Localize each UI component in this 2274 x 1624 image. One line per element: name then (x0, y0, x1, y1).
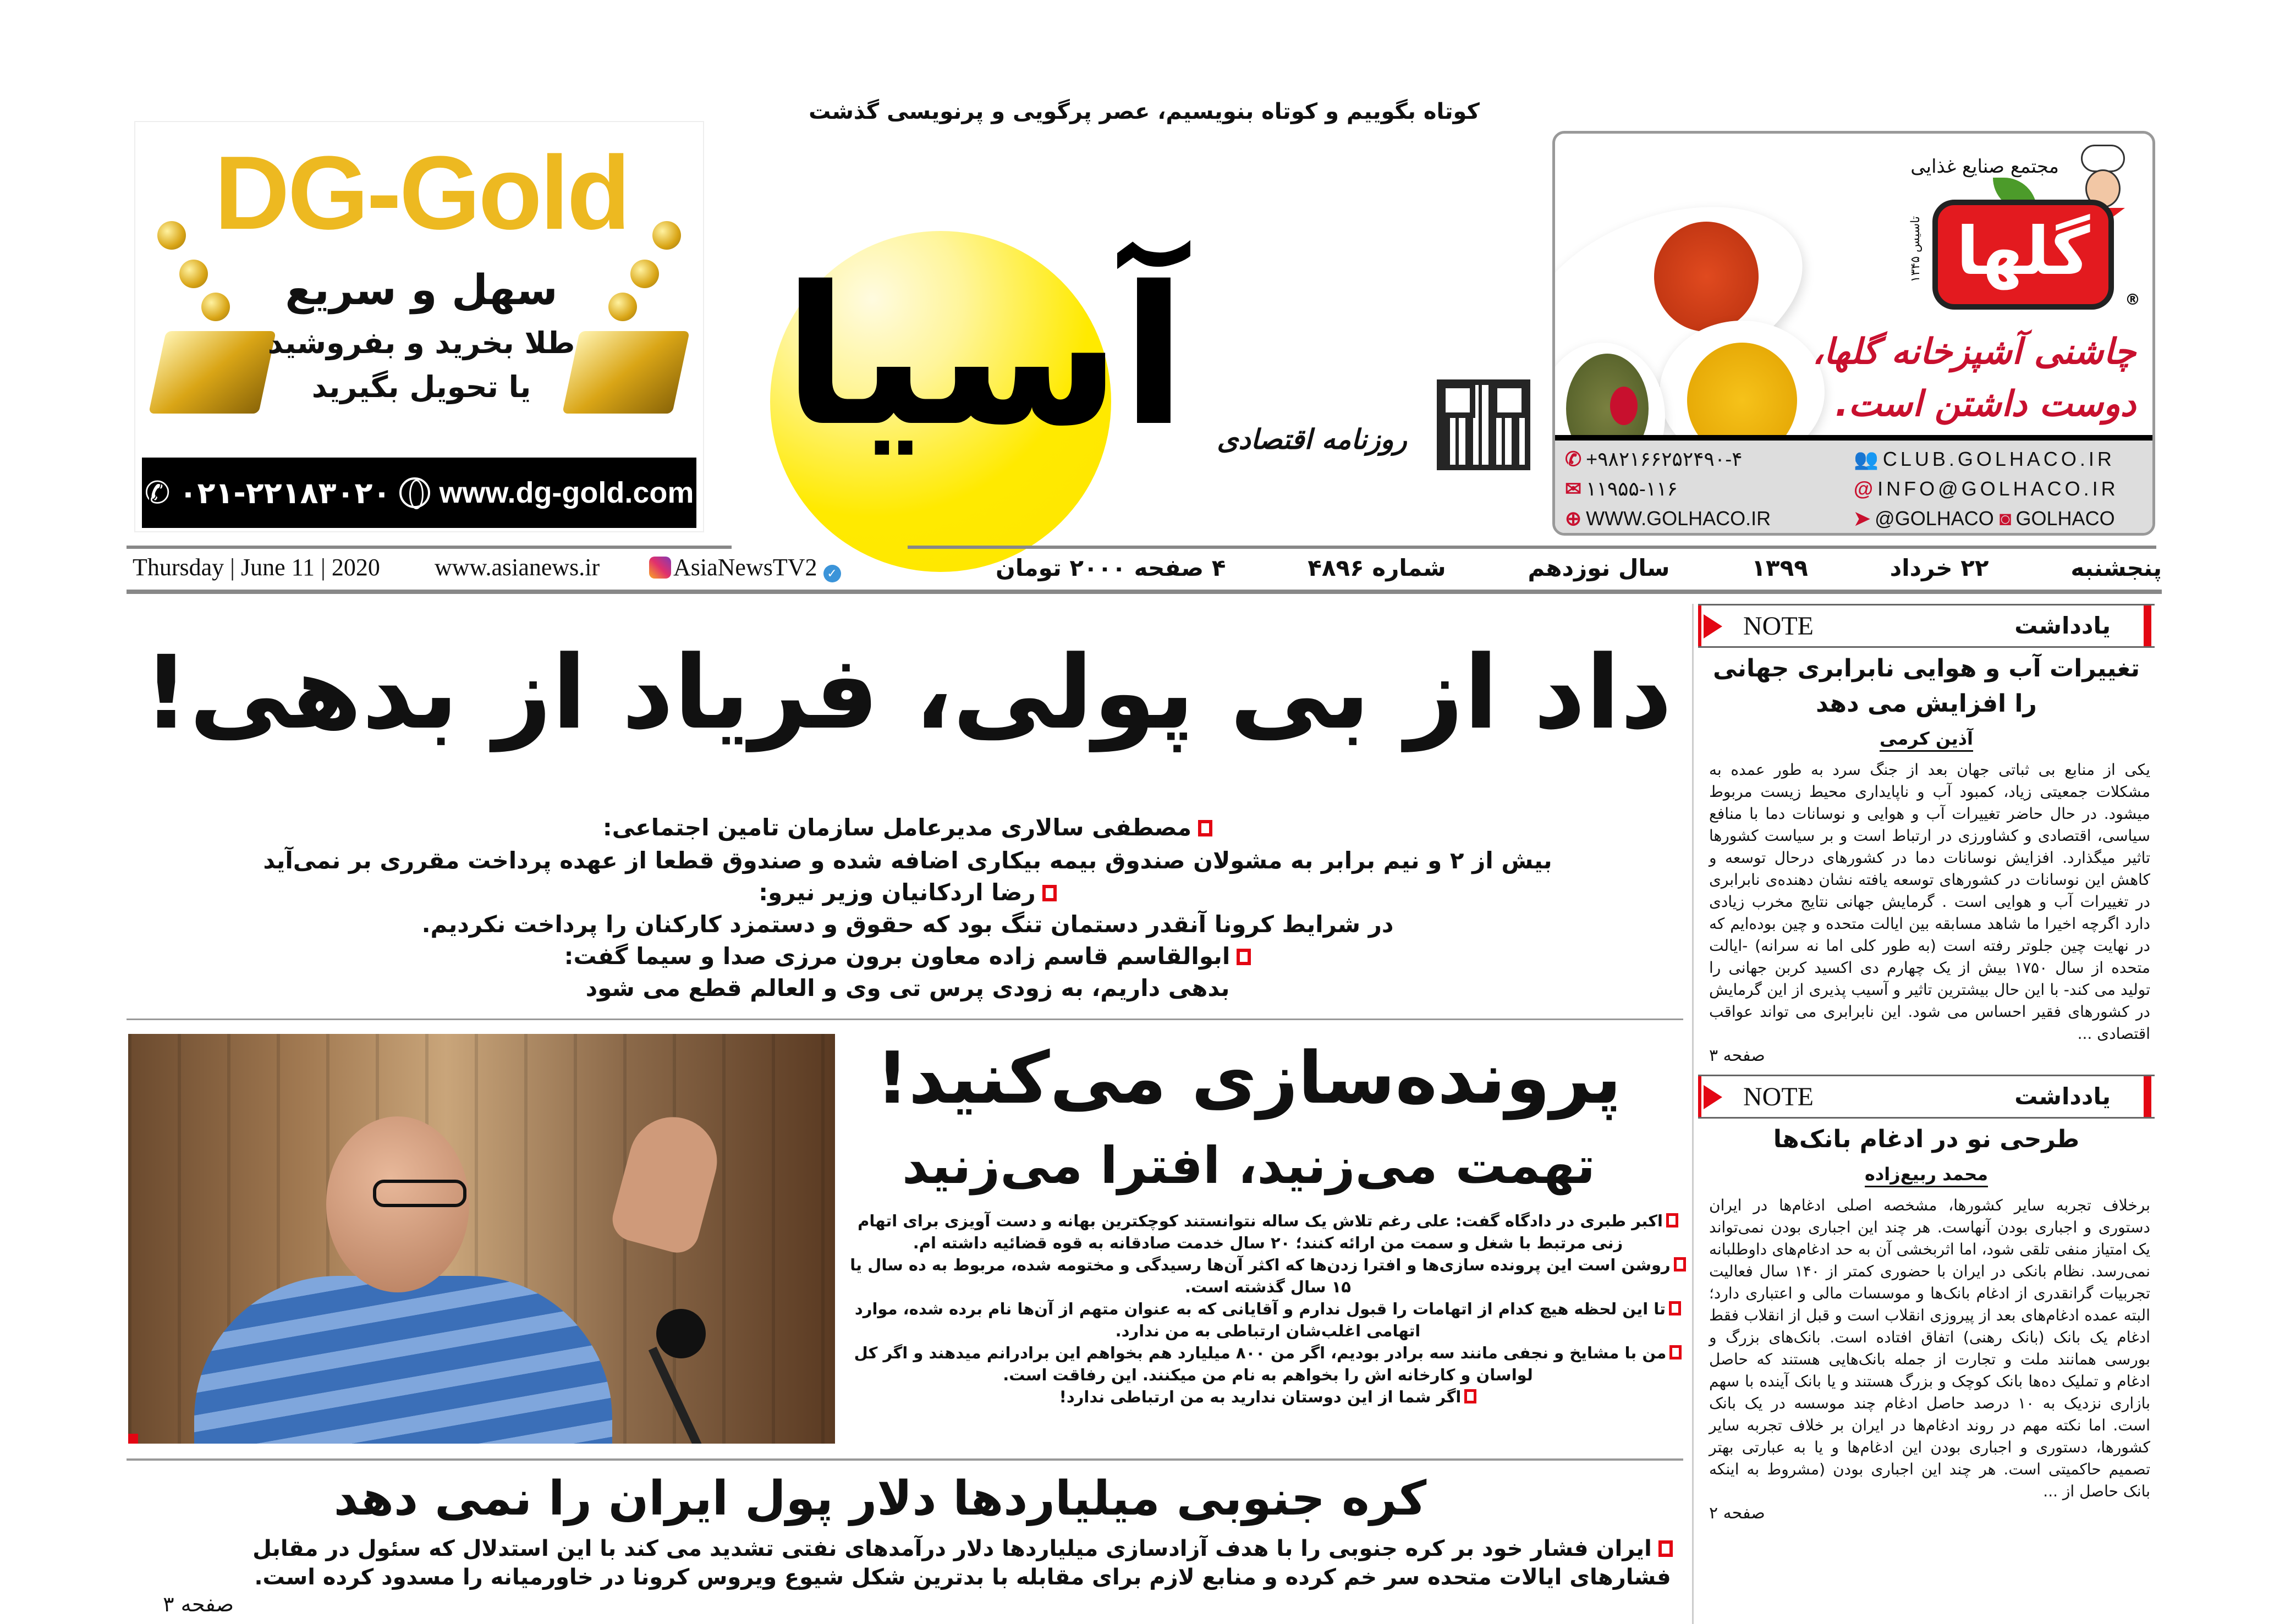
pages-price: ۴ صفحه ۲۰۰۰ تومان (996, 554, 1226, 581)
main-headline[interactable]: داد از بی پولی، فریاد از بدهی! (143, 634, 1672, 752)
bullet-square-icon (1658, 1540, 1673, 1557)
weekday: پنجشنبه (2070, 554, 2162, 581)
volume: سال نوزدهم (1528, 554, 1670, 581)
dg-gold-logo: DG-Gold (214, 135, 629, 251)
website-link[interactable]: www.asianews.ir (435, 554, 600, 581)
bullet-square-icon (1666, 1213, 1678, 1227)
lead-point-text: ابوالقاسم قاسم زاده معاون برون مرزی صدا و سیما گفت: (564, 943, 1231, 970)
golha-advertisement[interactable] (1552, 131, 2155, 536)
ad-tagline-2: دوست داشتن است. (1835, 384, 2136, 425)
court-photo (128, 1034, 835, 1444)
ad-instagram[interactable]: GOLHACO (2015, 507, 2115, 530)
lead-point (138, 943, 1678, 970)
story2-bullet-text: تا این لحظه هیچ کدام از اتهامات را قبول ندارم و آقایانی که به عنوان متهم از آن‌ها نام برده شده، موارد اتهامی اغلب‌شان ارتباطی به من ندارد. (854, 1300, 1666, 1340)
play-triangle-icon (1704, 1085, 1722, 1109)
ad-maker: مجتمع صنایع غذایی (1910, 156, 2059, 178)
page-reference-text: صفحه ۳ (1709, 1046, 1765, 1065)
gold-bar-icon (149, 331, 276, 414)
globe-icon (399, 477, 430, 508)
page-reference[interactable]: صفحه ۳ (163, 1592, 234, 1616)
ad-phone: ۰۲۱-۲۲۱۸۳۰۲۰ (179, 475, 391, 510)
year-persian: ۱۳۹۹ (1751, 554, 1808, 581)
story2-bullet (850, 1386, 1686, 1408)
instagram-link[interactable] (649, 553, 841, 582)
instagram-handle: AsiaNewsTV2 (673, 554, 817, 581)
bullet-square-icon (1042, 885, 1057, 901)
divider (127, 546, 732, 549)
note-label-fa: یادداشت (2014, 612, 2111, 639)
gold-coin-icon (201, 293, 230, 321)
note-body: برخلاف تجربه سایر کشورها، مشخصه اصلی ادغام‌ها در ایران دستوری و اجباری بودن آنهاست. هر چند این اجباری بودن نمی‌تواند یک امتیاز منفی تلقی شود، اما اثربخشی آن به حد ادغام‌های داوطلبانه نمی‌رسد. نظام بانکی در ایران با حضوری کمتر از ۱۴۰ سال فعالیت تجربیات گرانقدری از ادغام بانک‌ها و موسسات مالی و اعتباری دارد؛ البته عمده ادغام‌های بعد از پیروزی انقلاب است و قبل از انقلاب فقط ادغام یک بانک (بانک رهنی) اتفاق افتاده است. بانک‌های بزرگ و بورسی همانند ملت و تجارت از جمله بانک‌هایی هستند که حاصل ادغام و تملیک ده‌ها بانک کوچک و بزرگ هستند و یا بانک آینده با سهم بازاری نزدیک به ۱۰ درصد حاصل ادغام چند موسسه در یک بانک است. اما نکته مهم در روند ادغام‌ها در ایران بر خلاف تجربه سایر کشورها، دستوری و اجباری بودن این ادغام‌ها و یا به عبارتی بهتر تصمیم حاکمیتی است. هر چند این اجباری بودن (مشروط به اینکه بانک حاصل از ... (1709, 1196, 2150, 1500)
gold-coin-icon (157, 221, 186, 250)
note-label-en: NOTE (1743, 612, 1814, 641)
ad-tagline-1: چاشنی آشپزخانه گلها، (1812, 332, 2136, 372)
story2-headline[interactable]: پرونده‌سازی می‌کنید! (876, 1036, 1622, 1120)
gold-coin-icon (179, 260, 208, 288)
divider (127, 1019, 1683, 1020)
ad-line-3: یا تحویل بگیرید (311, 370, 531, 404)
microphone-icon (656, 1309, 706, 1358)
date-persian: ۲۲ خرداد (1889, 554, 1989, 581)
play-triangle-icon (1704, 614, 1722, 638)
story3-body: ایران فشار خود بر کره جنوبی را با هدف آزادسازی میلیاردها دلار درآمدهای نفتی تشدید می کند با این استدلال که سئول در مقابل فشارهای ایالات متحده سر خم کرده و منابع لازم برای مقابله با بدترین شکل شیوع ویروس کرونا در خاورمیانه را مسدود کرده است. (252, 1536, 1671, 1590)
divider (127, 1458, 1683, 1461)
paprika-image (1654, 222, 1759, 332)
telegram-icon: ➤ (1854, 507, 1871, 530)
story2-bullet (850, 1342, 1686, 1386)
qr-code[interactable] (1437, 379, 1530, 470)
lead-point (138, 879, 1678, 906)
golha-logo: گلها (1932, 200, 2114, 310)
story2-subheadline: تهمت می‌زنید، افترا می‌زنید (902, 1136, 1595, 1195)
gold-coin-icon (608, 293, 637, 321)
story2-bullet (850, 1210, 1686, 1254)
logo-subtitle: روزنامه اقتصادی (1217, 423, 1407, 455)
lead-point-text: رضا اردکانیان وزیر نیرو: (759, 879, 1036, 906)
story2-bullet-text: اکبر طبری در دادگاه گفت: علی رغم تلاش یک ساله نتوانستند کوچکترین بهانه و دست آویزی برای اتهام زنی مرتبط با شغل و سمت من ارائه کنند؛ ۲۰ سال خدمت صادقانه به قوه قضائیه داشته ام. (858, 1212, 1663, 1252)
issue-number: شماره ۴۸۹۶ (1308, 554, 1446, 581)
page-reference-text: صفحه ۲ (1709, 1504, 1765, 1523)
story2-bullet (850, 1254, 1686, 1298)
mailbox-icon: ✉ (1565, 477, 1582, 500)
ad-telegram[interactable]: @GOLHACO (1875, 507, 1994, 530)
established-year: تاسیس ۱۳۴۵ (1909, 216, 1923, 283)
story2-bullet (850, 1298, 1686, 1342)
verified-icon: ✓ (823, 565, 841, 582)
ad-pobox: ۱۱۹۵۵-۱۱۶ (1586, 477, 1678, 500)
note-author (1698, 1161, 2155, 1187)
note-author-name: آذین کرمی (1880, 728, 1973, 752)
phone-icon: ✆ (1565, 448, 1582, 470)
date-bar-persian (996, 554, 2162, 581)
masthead-slogan: کوتاه بگوییم و کوتاه بنویسیم، عصر پرگویی و پرنویسی گذشت (809, 99, 1480, 124)
note-label-en: NOTE (1743, 1082, 1814, 1111)
ad-website-link[interactable]: www.dg-gold.com (439, 476, 694, 509)
lead-point-text: بیش از ۲ و نیم برابر به مشولان صندوق بیمه بیکاری اضافه شده و صندوق قطعا از عهده پرداخت مقرری بر نمی‌آید (263, 847, 1552, 874)
bullet-square-icon (1464, 1389, 1476, 1403)
web-icon: ⊕ (1565, 507, 1582, 530)
ad-phone: +۹۸۲۱۶۶۲۵۲۴۹۰-۴ (1586, 448, 1743, 470)
bullet-square-icon (1237, 949, 1251, 965)
note (1698, 604, 2155, 1067)
divider (127, 590, 2162, 594)
newspaper-logo[interactable]: آسیا (782, 246, 1187, 469)
ad-line-2: طلا بخرید و بفروشید (267, 326, 575, 360)
instagram-icon: ◙ (1999, 507, 2012, 530)
story2-bullet-text: اگر شما از این دوستان ندارید به من ارتباطی ندارد! (1059, 1388, 1462, 1406)
ad-club-link[interactable]: CLUB.GOLHACO.IR (1882, 448, 2115, 470)
note-header (1698, 604, 2155, 648)
note-label-fa: یادداشت (2014, 1083, 2111, 1110)
bullet-square-icon (1674, 1257, 1686, 1271)
note-title[interactable]: تغییرات آب و هوایی نابرابری جهانی را افزایش می دهد (1713, 654, 2140, 718)
ad-line-1: سهل و سریع (285, 265, 558, 314)
note-header (1698, 1075, 2155, 1119)
note-author (1698, 726, 2155, 751)
ad-email-link[interactable]: INFO@GOLHACO.IR (1877, 477, 2119, 500)
users-icon: 👥 (1854, 448, 1878, 470)
note-title[interactable]: طرحی نو در ادغام بانک‌ها (1773, 1125, 2080, 1153)
lead-point (138, 814, 1678, 841)
divider (908, 546, 2156, 549)
ad-website-link[interactable]: WWW.GOLHACO.IR (1586, 507, 1771, 530)
story2-bullets (850, 1210, 1686, 1408)
at-icon: @ (1854, 477, 1874, 500)
gold-bar-icon (562, 331, 690, 414)
note-author-name: محمد ربیع‌زاده (1865, 1164, 1988, 1187)
note (1698, 1075, 2155, 1524)
page-reference[interactable] (1698, 1502, 2155, 1524)
notes-sidebar (1698, 604, 2155, 1524)
bullet-square-icon (1198, 820, 1212, 836)
bullet-square-icon (1669, 1301, 1681, 1315)
lead-point-text: بدهی داریم، به زودی پرس تی وی و العالم قطع می شود (585, 975, 1230, 1001)
story2-bullet-text: روشن است این پرونده سازی‌ها و افترا زدن‌ها که اکثر آن‌ها رسیدگی و مختومه شده، مربوط به ده سال یا ۱۵ سال گذشته است. (850, 1256, 1671, 1296)
dg-gold-advertisement[interactable] (134, 121, 704, 532)
story3-summary (242, 1534, 1683, 1592)
registered-mark: ® (2125, 290, 2140, 309)
lead-point-text: در شرایط کرونا آنقدر دستمان تنگ بود که حقوق و دستمزد کارکنان را پرداخت نکردیم. (421, 911, 1394, 938)
ad-contact-bar (142, 458, 696, 528)
ad-contacts (1555, 435, 2152, 536)
chili-image (1610, 387, 1638, 425)
english-date: Thursday | June 11 | 2020 (133, 554, 380, 581)
bullet-square-icon (1669, 1345, 1682, 1359)
story3-headline[interactable]: کره جنوبی میلیاردها دلار پول ایران را نمی دهد (333, 1471, 1427, 1526)
lead-point-text: مصطفی سالاری مدیرعامل سازمان تامین اجتماعی: (602, 814, 1192, 841)
instagram-icon (649, 557, 671, 579)
note-body: یکی از منابع بی ثباتی جهان بعد از جنگ سرد به طور عمده به مشکلات جمعیتی زیاد، کمبود آب و ناپایداری محیط زیست مربوط میشود. در حال حاضر تغییرات آب و هوایی و نوسانات دما با منافع سیاسی، اقتصادی و کشاورزی در ارتباط است و بر سیاست کشورها تاثیر میگذارد. افزایش نوسانات دما در کشورهای درحال توسعه و کاهش این نوسانات در کشورهای توسعه یافته نشان دهنده‌ی نابرابری در تغییرات آب و هوایی است . گرمایش جهانی نتایج مخرب زیادی دارد اگرچه اخیرا ما شاهد مسابقه بین ایالت متحده و چین بوده‌ایم که در نهایت چین جلوتر رفته است (به طور کلی اما نه سرانه) -ایالت متحده از سال ۱۷۵۰ بیش از یک چهارم دی اکسید کربن جهانی را تولید می کند- با این حال بیشترین تاثیر و آسیب پذیری از این گرمایش در کشورهای فقیر احساس می شود. این نابرابری می تواند عواقب اقتصادی ... (1709, 761, 2150, 1043)
gold-coin-icon (630, 260, 659, 288)
gold-coin-icon (652, 221, 681, 250)
page-reference[interactable] (1698, 1045, 2155, 1067)
story2-bullet-text: من با مشایخ و نجفی مانند سه برادر بودیم، اگر من ۸۰۰ میلیارد هم بخواهم این برادرانم میدهند و اگر کل لواسان و کارخانه اش را بخواهم به نام من میکنند. این رفاقت است. (854, 1344, 1667, 1384)
phone-icon: ✆ (144, 475, 171, 511)
column-divider (1692, 604, 1694, 1624)
